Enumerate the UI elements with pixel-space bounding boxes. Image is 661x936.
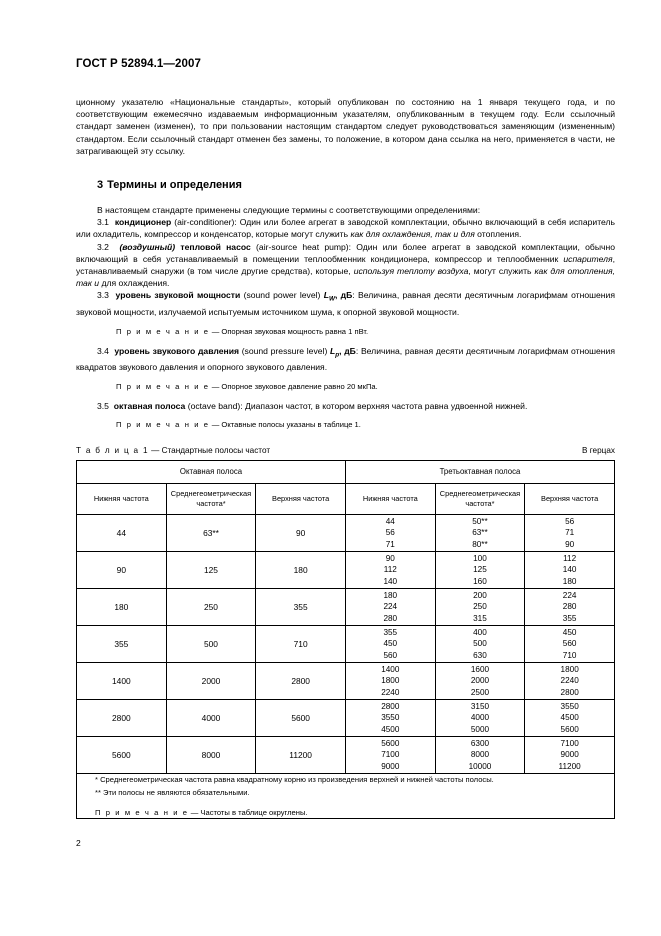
term-name: уровень звуковой мощности <box>115 290 241 301</box>
sound-power-level-symbol: L <box>323 290 329 301</box>
footnote-note-text: — Частоты в таблице округлены. <box>188 807 308 817</box>
cell-third-lower: 90 112 140 <box>345 551 435 588</box>
cell-octave-upper: 180 <box>256 551 346 588</box>
cell-third-upper: 224 280 355 <box>525 588 615 625</box>
cell-octave-lower: 1400 <box>77 662 167 699</box>
term-definition-italic-2: используя теплоту воздуха <box>353 266 469 277</box>
table-column-header-row <box>77 483 615 514</box>
term-definition-italic-1: испарителя <box>563 253 613 264</box>
table-row <box>77 588 615 625</box>
table-footnotes-row <box>77 773 615 818</box>
term-definition-2: , устанавливаемый снаружи (в том числе другие средства), которые, <box>76 253 615 277</box>
col-header-third-center: Среднегеометрическая частота* <box>435 483 525 514</box>
col-header-octave-lower: Нижняя частота <box>77 483 167 514</box>
cell-octave-lower: 44 <box>77 514 167 551</box>
note-label: П р и м е ч а н и е <box>116 326 210 336</box>
cell-third-center: 3150 4000 5000 <box>435 699 525 736</box>
term-definition: Диапазон частот, в котором верхняя частота равна удвоенной нижней. <box>242 400 528 411</box>
cell-third-center: 200 250 315 <box>435 588 525 625</box>
cell-third-lower: 44 56 71 <box>345 514 435 551</box>
table-caption <box>76 446 270 455</box>
table-row <box>77 625 615 662</box>
term-english: (air-conditioner): <box>174 217 237 228</box>
table-caption-text: — Стандартные полосы частот <box>148 445 271 455</box>
cell-octave-upper: 710 <box>256 625 346 662</box>
table-caption-label: Т а б л и ц а 1 <box>76 445 149 455</box>
cell-third-center: 400 500 630 <box>435 625 525 662</box>
cell-third-center: 100 125 160 <box>435 551 525 588</box>
term-definition-4: для охлаждения. <box>99 278 170 289</box>
note-3-4 <box>116 381 615 393</box>
cell-third-center: 50** 63** 80** <box>435 514 525 551</box>
cell-octave-upper: 11200 <box>256 736 346 773</box>
note-text: — Опорная звуковая мощность равна 1 пВт. <box>209 326 369 336</box>
sound-power-level-unit: , дБ <box>334 290 353 301</box>
term-number: 3.3 <box>97 290 109 301</box>
table-footnotes-cell <box>77 773 615 818</box>
group-header-octave: Октавная полоса <box>77 460 346 483</box>
cell-third-lower: 5600 7100 9000 <box>345 736 435 773</box>
document-standard-header: ГОСТ Р 52894.1—2007 <box>76 58 201 70</box>
term-3-3 <box>76 289 615 318</box>
note-3-5 <box>116 419 615 431</box>
footnote-double-asterisk: ** Эти полосы не являются обязательными. <box>95 787 250 797</box>
table-body <box>77 514 615 818</box>
cell-third-lower: 2800 3550 4500 <box>345 699 435 736</box>
note-label: П р и м е ч а н и е <box>116 419 210 429</box>
table-row <box>77 662 615 699</box>
footnote-note-label: П р и м е ч а н и е <box>95 807 189 817</box>
page-number: 2 <box>76 838 81 848</box>
cell-third-upper: 1800 2240 2800 <box>525 662 615 699</box>
section-title: Термины и определения <box>107 179 242 192</box>
section-heading-3 <box>97 179 615 191</box>
term-definition-italic-3: как для отопления, так и <box>76 266 615 289</box>
cell-third-upper: 3550 4500 5600 <box>525 699 615 736</box>
section-number: 3 <box>97 179 104 192</box>
sound-pressure-level-unit: , дБ <box>339 345 356 356</box>
term-definition: : Величина, равная десяти десятичным логарифмам отношения квадратов звукового давления и опорного звукового давления. <box>76 345 615 373</box>
cell-octave-center: 2000 <box>166 662 256 699</box>
cell-third-upper: 450 560 710 <box>525 625 615 662</box>
note-text: — Опорное звуковое давление равно 20 мкПа. <box>209 381 378 391</box>
table-row <box>77 736 615 773</box>
term-definition: : Величина, равная десяти десятичным логарифмам отношения звуковой мощности, излучаемой испытуемым источником шума, к опорной звуковой мощности. <box>76 290 615 318</box>
term-definition-3: , могут служить <box>468 266 535 277</box>
term-number: 3.2 <box>97 241 109 252</box>
sound-power-level-subscript: W <box>328 296 335 304</box>
cell-octave-center: 63** <box>166 514 256 551</box>
cell-octave-center: 8000 <box>166 736 256 773</box>
footnote-note <box>77 807 614 818</box>
sound-pressure-level-symbol: L <box>330 345 336 356</box>
cell-third-upper: 56 71 90 <box>525 514 615 551</box>
term-name: кондиционер <box>114 217 172 228</box>
cell-third-lower: 355 450 560 <box>345 625 435 662</box>
term-english: (air-source heat pump): <box>256 241 352 252</box>
group-header-third-octave: Третьоктавная полоса <box>345 460 614 483</box>
cell-octave-upper: 5600 <box>256 699 346 736</box>
table-caption-row <box>76 446 615 455</box>
term-definition-italic: как для охлаждения, так и для <box>350 229 475 240</box>
page-content <box>76 58 615 819</box>
note-3-3 <box>116 326 615 338</box>
table-units-label: В герцах <box>582 445 615 455</box>
cell-octave-lower: 2800 <box>77 699 167 736</box>
term-definition: Один или более агрегат в заводской комплектации, обычно включающий в себя устанавливаемый в помещении теплообменник кондиционера, компрессор и теплообменник <box>76 241 616 264</box>
term-number: 3.5 <box>97 400 109 411</box>
term-3-4 <box>76 345 615 374</box>
cell-octave-upper: 2800 <box>256 662 346 699</box>
table-group-header-row <box>77 460 615 483</box>
cell-third-upper: 112 140 180 <box>525 551 615 588</box>
table-row <box>77 551 615 588</box>
col-header-third-lower: Нижняя частота <box>345 483 435 514</box>
cell-octave-upper: 355 <box>256 588 346 625</box>
term-number: 3.4 <box>97 345 109 356</box>
cell-octave-center: 500 <box>166 625 256 662</box>
term-name: тепловой насос <box>175 241 251 252</box>
term-name-italic-prefix <box>119 242 250 252</box>
frequency-bands-table <box>76 460 615 819</box>
term-3-1 <box>76 216 615 240</box>
term-number: 3.1 <box>97 217 109 228</box>
note-text: — Октавные полосы указаны в таблице 1. <box>209 419 361 429</box>
col-header-octave-upper: Верхняя частота <box>256 483 346 514</box>
cell-third-center: 6300 8000 10000 <box>435 736 525 773</box>
intro-paragraph: ционному указателю «Национальные стандарты», который опубликован по состоянию на 1 января текущего года, и по соответствующим ежемесячно издаваемым информационным указателям, опубликованным в текущем году. Если ссылочный стандарт заменен (изменен), то при пользовании настоящим стандартом следует руководствоваться заменяющим (измененным) стандартом. Если ссылочный стандарт отменен без замены, то положение, в котором дана ссылка на него, применяется в части, не затрагивающей эту ссылку. <box>76 97 615 156</box>
cell-octave-center: 250 <box>166 588 256 625</box>
cell-octave-lower: 5600 <box>77 736 167 773</box>
term-3-2 <box>76 241 615 290</box>
footnote-asterisk: * Среднегеометрическая частота равна квадратному корню из произведения верхней и нижней частоты полосы. <box>95 774 494 784</box>
sound-pressure-level-subscript: p <box>335 351 340 359</box>
term-english: (sound power level) <box>243 290 321 301</box>
table-row <box>77 514 615 551</box>
cell-octave-lower: 355 <box>77 625 167 662</box>
table-row <box>77 699 615 736</box>
cell-octave-lower: 180 <box>77 588 167 625</box>
term-definition-tail: отопления. <box>474 229 522 240</box>
cell-third-center: 1600 2000 2500 <box>435 662 525 699</box>
cell-third-upper: 7100 9000 11200 <box>525 736 615 773</box>
col-header-third-upper: Верхняя частота <box>525 483 615 514</box>
cell-third-lower: 180 224 280 <box>345 588 435 625</box>
term-3-5 <box>76 400 615 412</box>
term-english: (octave band): <box>187 400 243 411</box>
term-definition: Один или более агрегат в заводской комплектации, обычно включающий в себя испаритель или охладитель, компрессор и конденсатор, которые могут служить <box>76 217 616 240</box>
term-name: уровень звукового давления <box>114 345 239 356</box>
cell-octave-lower: 90 <box>77 551 167 588</box>
note-label: П р и м е ч а н и е <box>116 381 210 391</box>
table-head <box>77 460 615 514</box>
term-english: (sound pressure level) <box>241 345 328 356</box>
cell-octave-center: 4000 <box>166 699 256 736</box>
term-name: октавная полоса <box>113 400 186 411</box>
term-italic-word: (воздушный) <box>119 241 176 252</box>
section-lead-in: В настоящем стандарте применены следующие термины с соответствующими определениями: <box>97 205 481 216</box>
col-header-octave-center: Среднегеометрическая частота* <box>166 483 256 514</box>
cell-octave-upper: 90 <box>256 514 346 551</box>
cell-octave-center: 125 <box>166 551 256 588</box>
cell-third-lower: 1400 1800 2240 <box>345 662 435 699</box>
